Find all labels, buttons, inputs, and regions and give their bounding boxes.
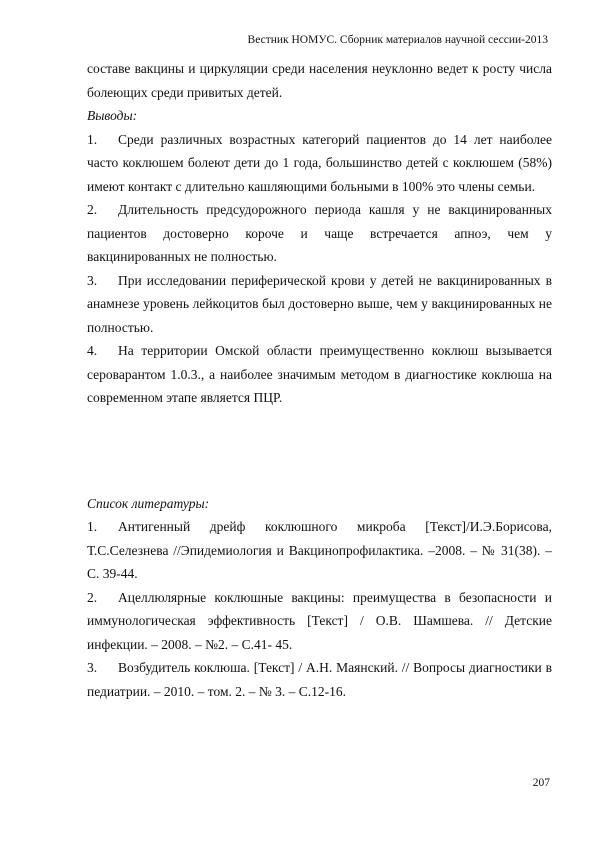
conclusion-item (87, 339, 552, 410)
item-number: 3. (87, 660, 98, 675)
reference-item (87, 515, 552, 586)
intro-paragraph: составе вакцины и циркуляции среди населения неуклонно ведет к росту числа болеющих среди привитых детей. (87, 61, 552, 100)
item-text: Среди различных возрастных категорий пациентов до 14 лет наиболее часто коклюшем болеют дети до 1 года, большинство детей с коклюшем (58%) имеют контакт с длительно кашляющими больными в 100% это члены семьи. (87, 131, 552, 194)
reference-item (87, 586, 552, 657)
section-gap (87, 410, 552, 492)
page-number: 207 (532, 777, 550, 789)
references-heading: Список литературы: (87, 495, 210, 511)
item-number: 1. (87, 519, 98, 534)
item-number: 2. (87, 202, 98, 217)
item-text: Длительность предсудорожного периода кашля у не вакцинированных пациентов достоверно короче и чаще встречается апноэ, чем у вакцинированных не полностью. (87, 202, 552, 264)
item-text: Антигенный дрейф коклюшного микроба [Текст]/И.Э.Борисова, Т.С.Селезнева //Эпидемиология и Вакцинопрофилактика. –2008. – № 31(38). – С. 39-44. (87, 519, 552, 581)
reference-item (87, 656, 552, 703)
item-text: При исследовании периферической крови у детей не вакцинированных в анамнезе уровень лейкоцитов был достоверно выше, чем у вакцинированных не полностью. (87, 272, 552, 335)
conclusion-item (87, 269, 552, 340)
item-number: 4. (87, 343, 98, 358)
item-number: 2. (87, 589, 98, 605)
conclusion-item (87, 128, 552, 199)
running-header: Вестник НОМУС. Сборник материалов научной сессии-2013 (247, 34, 548, 46)
item-text: Ацеллюлярные коклюшные вакцины: преимущества в безопасности и иммунологическая эффективность [Текст] / О.В. Шамшева. // Детские инфекции. – 2008. – №2. – С.41- 45. (87, 589, 552, 652)
item-number: 3. (87, 272, 98, 288)
item-number: 1. (87, 131, 98, 147)
page-body (87, 57, 552, 703)
item-text: На территории Омской области преимущественно коклюш вызывается сероварaнтом 1.0.3., а наиболее значимым методом в диагностике коклюша на современном этапе является ПЦР. (87, 343, 552, 405)
item-text: Возбудитель коклюша. [Текст] / А.Н. Маянский. // Вопросы диагностики в педиатрии. – 2010. – том. 2. – № 3. – С.12-16. (87, 660, 552, 699)
conclusion-item (87, 198, 552, 269)
conclusions-heading: Выводы: (87, 108, 138, 123)
